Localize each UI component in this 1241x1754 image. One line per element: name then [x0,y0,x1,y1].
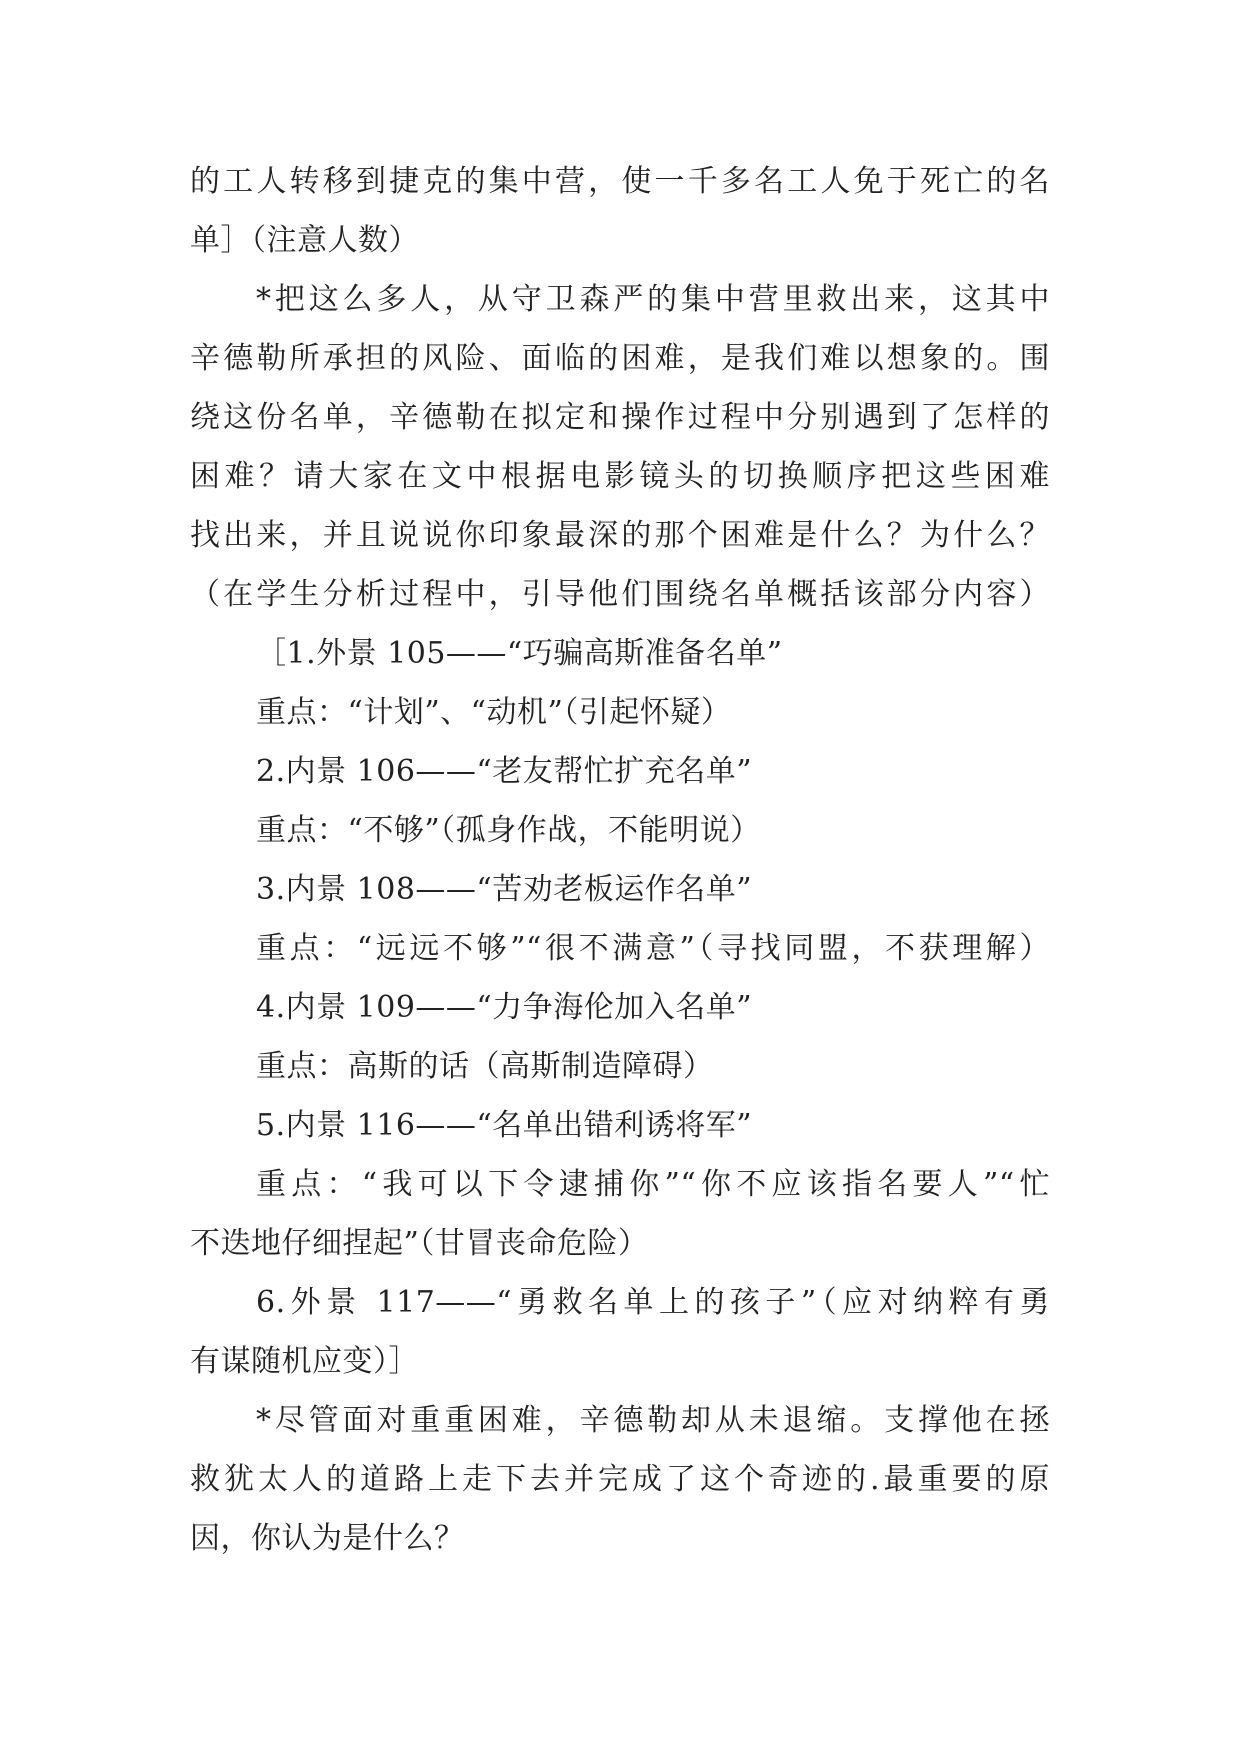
text-line: ［1.外景 105——“巧骗高斯准备名单” [256,636,783,671]
text-line: 重点：“计划”、“动机”（引起怀疑） [256,695,732,730]
text-line: *尽管面对重重困难，辛德勒却从未退缩。支撑他在拯 [256,1403,1050,1438]
text-line: *把这么多人，从守卫森严的集中营里救出来，这其中 [256,282,1050,317]
text-line: 绕这份名单，辛德勒在拟定和操作过程中分别遇到了怎样的 [190,400,1050,435]
text-line: 4.内景 109——“力争海伦加入名单” [256,990,753,1025]
text-line: 困难？请大家在文中根据电影镜头的切换顺序把这些困难 [190,459,1050,494]
text-line: 有谋随机应变）］ [190,1344,419,1379]
text-line: 救犹太人的道路上走下去并完成了这个奇迹的.最重要的原 [190,1462,1050,1497]
text-line: 因，你认为是什么？ [190,1521,465,1556]
text-line: 重点：“我可以下令逮捕你”“你不应该指名要人”“忙 [256,1167,1050,1202]
text-line: 6.外景 117——“勇救名单上的孩子”（应对纳粹有勇 [256,1285,1050,1320]
text-line: 辛德勒所承担的风险、面临的困难，是我们难以想象的。围 [190,341,1050,376]
text-line: 不迭地仔细捏起”（甘冒丧命危险） [190,1226,649,1261]
text-line: 重点：“远远不够”“很不满意”（寻找同盟，不获理解） [256,931,1050,966]
text-line: 重点：“不够”（孤身作战，不能明说） [256,813,761,848]
text-line: （在学生分析过程中，引导他们围绕名单概括该部分内容） [190,577,1050,612]
text-line: 重点：高斯的话（高斯制造障碍） [256,1049,714,1084]
text-line: 2.内景 106——“老友帮忙扩充名单” [256,754,753,789]
text-line: 5.内景 116——“名单出错利诱将军” [256,1108,753,1143]
text-line: 找出来，并且说说你印象最深的那个困难是什么？为什么？ [190,518,1050,553]
text-line: 的工人转移到捷克的集中营，使一千多名工人免于死亡的名 [190,164,1050,199]
text-line: 单］（注意人数） [190,223,419,258]
text-line: 3.内景 108——“苦劝老板运作名单” [256,872,753,907]
document-body [190,152,1050,1568]
